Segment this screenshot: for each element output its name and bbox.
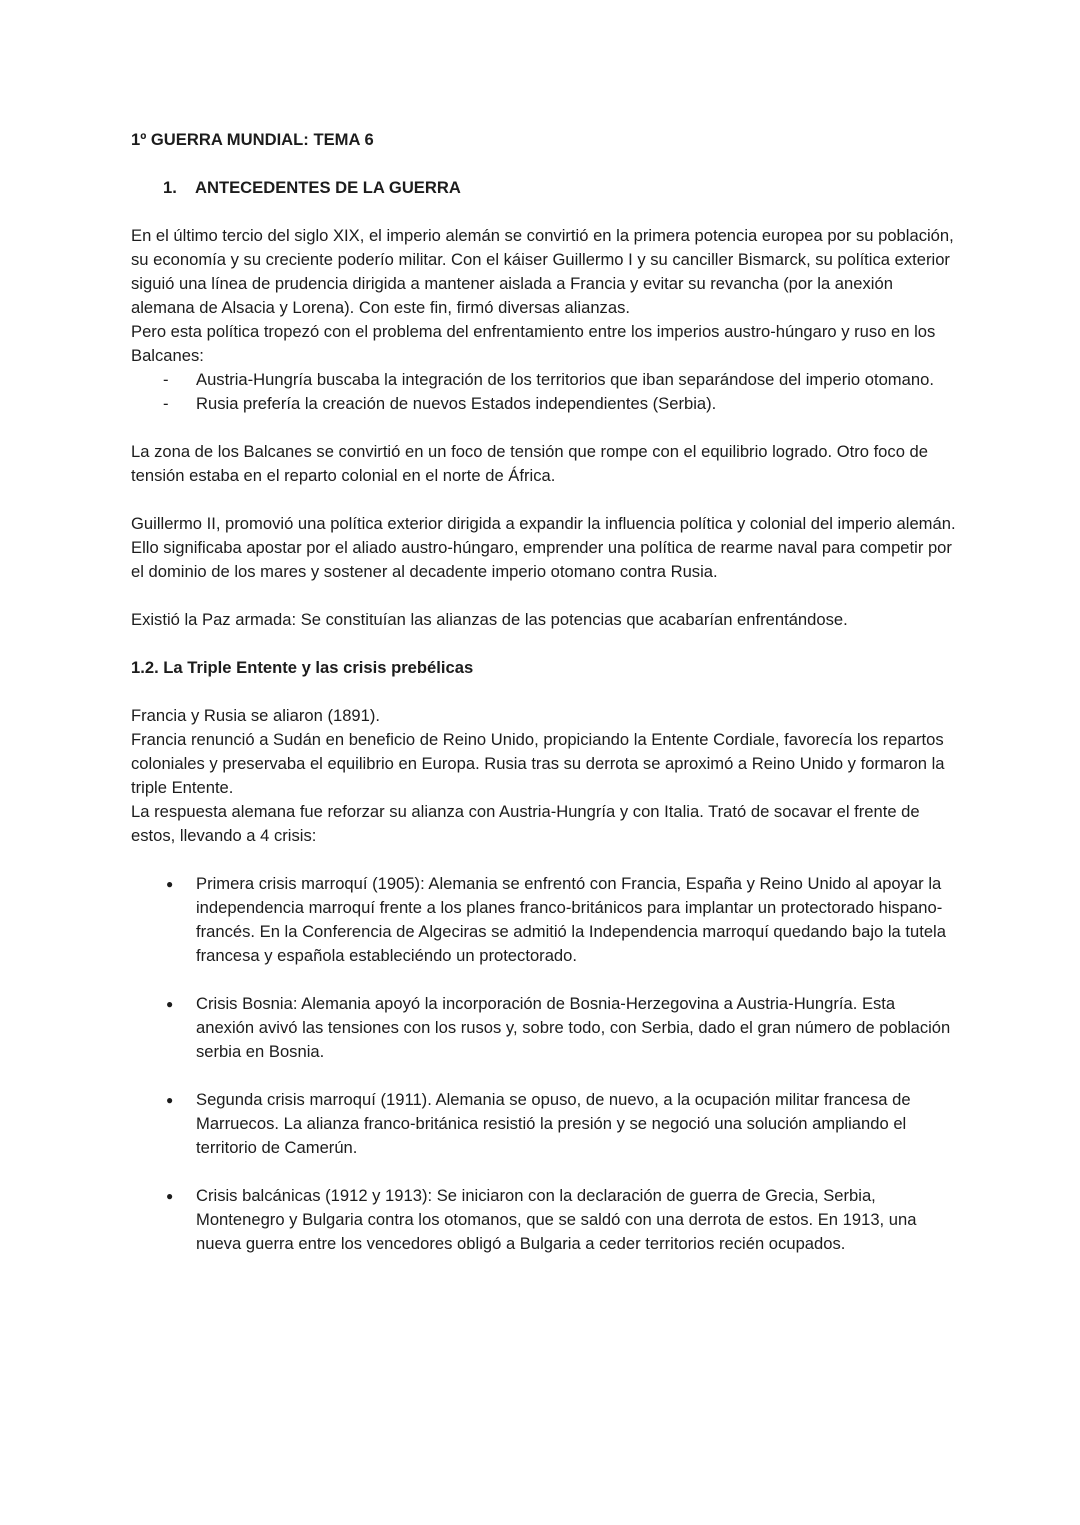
bullet-marker: ● (166, 877, 174, 891)
list-item (131, 1184, 956, 1256)
paragraph: Francia renunció a Sudán en beneficio de Reino Unido, propiciando la Entente Cordiale, favorecía los repartos coloniales y preservaba el equilibrio en Europa. Rusia tras su derrota se aproximó a Reino Unido y formaron la triple Entente. (131, 730, 945, 797)
list-item-text: Segunda crisis marroquí (1911). Alemania se opuso, de nuevo, a la ocupación militar francesa de Marruecos. La alianza franco-británica resistió la presión y se negoció una solución ampliando el territorio de Camerún. (196, 1090, 911, 1157)
list-item (131, 368, 956, 392)
list-item-text: Crisis Bosnia: Alemania apoyó la incorporación de Bosnia-Herzegovina a Austria-Hungría. Esta anexión avivó las tensiones con los rusos y, sobre todo, con Serbia, dado el gran número de población serbia en Bosnia. (196, 994, 951, 1061)
list-item-text: Rusia prefería la creación de nuevos Estados independientes (Serbia). (196, 394, 717, 413)
bullet-marker: ● (166, 1189, 174, 1203)
dash-marker: - (163, 370, 169, 389)
list-item-text: Crisis balcánicas (1912 y 1913): Se iniciaron con la declaración de guerra de Grecia, Serbia, Montenegro y Bulgaria contra los otomanos, que se saldó con una derrota de estos. En 1913, una nueva guerra entre los vencedores obligó a Bulgaria a ceder territorios recién ocupados. (196, 1186, 917, 1253)
list-item (131, 1088, 956, 1160)
paragraph: La zona de los Balcanes se convirtió en un foco de tensión que rompe con el equilibrio logrado. Otro foco de tensión estaba en el reparto colonial en el norte de África. (131, 442, 929, 485)
bullet-marker: ● (166, 997, 174, 1011)
section-number: 1. (163, 178, 177, 197)
section-heading-text: ANTECEDENTES DE LA GUERRA (195, 178, 461, 197)
dash-list (131, 368, 956, 416)
list-item-text: Austria-Hungría buscaba la integración de los territorios que iban separándose del imperio otomano. (196, 370, 934, 389)
paragraph: Existió la Paz armada: Se constituían las alianzas de las potencias que acabarían enfrentándose. (131, 610, 848, 629)
subsection-heading: 1.2. La Triple Entente y las crisis prebélicas (131, 658, 474, 677)
section-heading-antecedentes (163, 176, 956, 200)
crisis-list (131, 872, 956, 1256)
paragraph: Pero esta política tropezó con el problema del enfrentamiento entre los imperios austro-húngaro y ruso en los Balcanes: (131, 322, 936, 365)
list-item-text: Primera crisis marroquí (1905): Alemania se enfrentó con Francia, España y Reino Unido al apoyar la independencia marroquí frente a los planes franco-británicos para implantar un protectorado hispano-francés. En la Conferencia de Algeciras se admitió la Independencia marroquí quedando bajo la tutela francesa y española estableciéndo un protectorado. (196, 874, 946, 965)
document-title: 1º GUERRA MUNDIAL: TEMA 6 (131, 130, 374, 149)
paragraph: La respuesta alemana fue reforzar su alianza con Austria-Hungría y con Italia. Trató de socavar el frente de estos, llevando a 4 crisis: (131, 802, 920, 845)
paragraph: Francia y Rusia se aliaron (1891). (131, 706, 381, 725)
dash-marker: - (163, 394, 169, 413)
document-page (131, 128, 956, 1256)
paragraph: En el último tercio del siglo XIX, el imperio alemán se convirtió en la primera potencia europea por su población, su economía y su creciente poderío militar. Con el káiser Guillermo I y su canciller Bismarck, su política exterior siguió una línea de prudencia dirigida a mantener aislada a Francia y evitar su revancha (por la anexión alemana de Alsacia y Lorena). Con este fin, firmó diversas alianzas. (131, 226, 954, 317)
list-item (131, 872, 956, 968)
list-item (131, 992, 956, 1064)
list-item (131, 392, 956, 416)
paragraph: Guillermo II, promovió una política exterior dirigida a expandir la influencia política y colonial del imperio alemán. Ello significaba apostar por el aliado austro-húngaro, emprender una política de rearme naval para competir por el dominio de los mares y sostener al decadente imperio otomano contra Rusia. (131, 514, 956, 581)
bullet-marker: ● (166, 1093, 174, 1107)
